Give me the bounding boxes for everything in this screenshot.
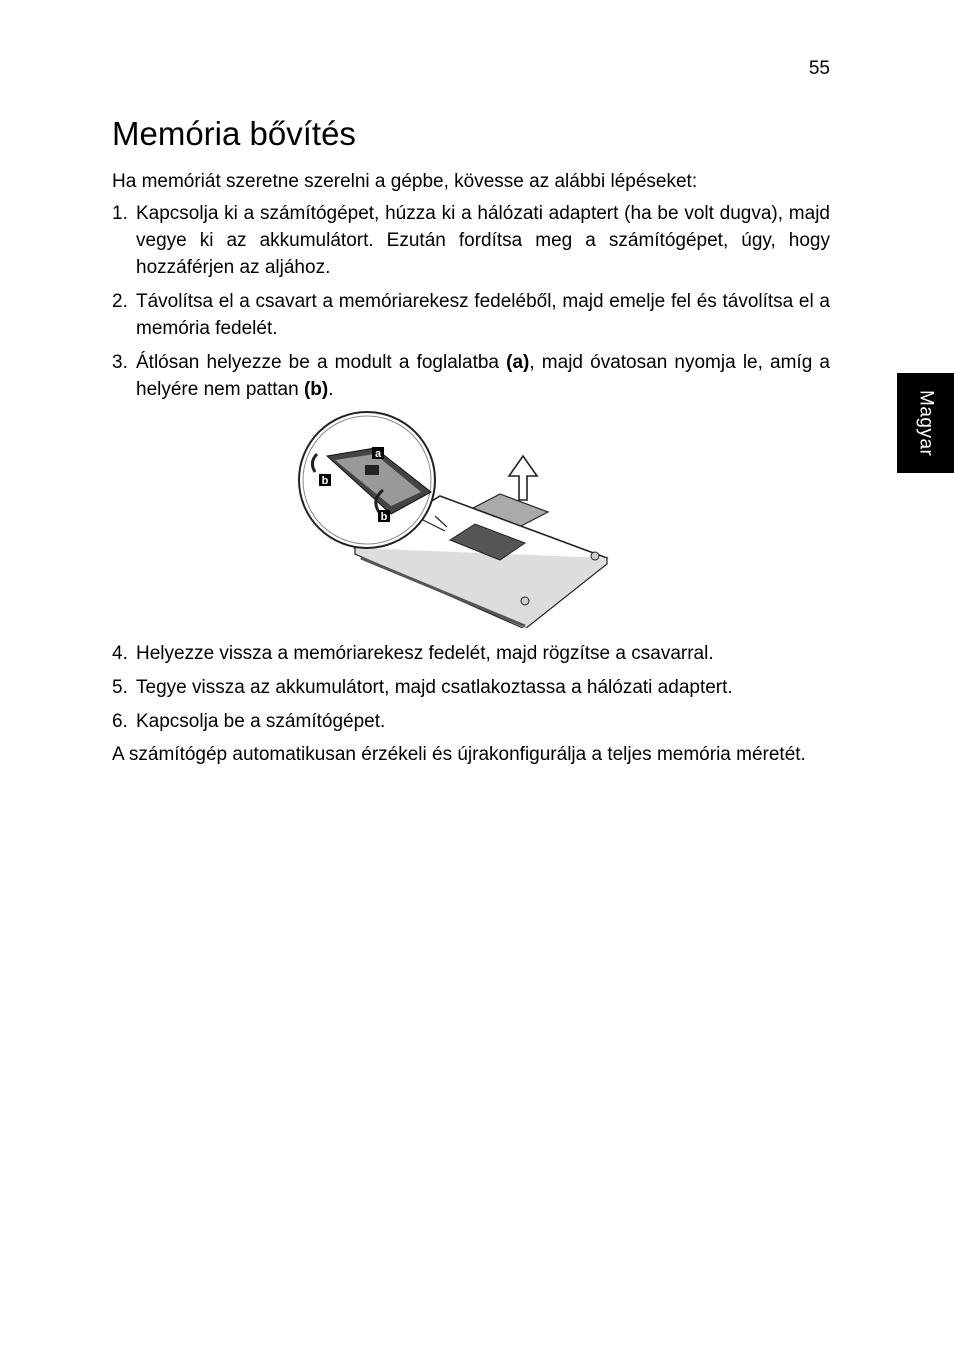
language-tab-label: Magyar [915, 389, 937, 457]
step-text-part: , majd óvatosan nyomja le, amíg a helyére nem pattan [136, 352, 830, 400]
figure-label-a: a [374, 448, 382, 460]
step-text: Távolítsa el a csavart a memóriarekesz fedeléből, majd emelje fel és távolítsa el a memória fedelét. [136, 291, 830, 339]
list-item [112, 674, 830, 701]
step-number: 2. [112, 291, 128, 312]
step-text: Kapcsolja ki a számítógépet, húzza ki a hálózati adaptert (ha be volt dugva), majd vegye ki az akkumulátort. Ezután fordítsa meg a számítógépet, úgy, hogy hozzáférjen az aljához. [136, 203, 830, 278]
step-number: 3. [112, 352, 128, 373]
step-number: 4. [112, 643, 128, 664]
language-tab [897, 373, 954, 473]
memory-install-illustration [295, 408, 615, 628]
list-item [112, 708, 830, 735]
page-title: Memória bővítés [112, 115, 356, 152]
arrow-up-icon [509, 456, 537, 500]
step-number: 5. [112, 677, 128, 698]
step-text: Tegye vissza az akkumulátort, majd csatlakoztassa a hálózati adaptert. [136, 677, 733, 698]
step-number: 1. [112, 203, 128, 224]
step-text [136, 349, 830, 403]
steps-list-first [112, 200, 830, 410]
step-text-part: Átlósan helyezze be a modult a foglalatba [136, 352, 507, 373]
list-item [112, 349, 830, 403]
list-item [112, 288, 830, 342]
steps-list-second [112, 640, 830, 742]
step-number: 6. [112, 711, 128, 732]
list-item [112, 200, 830, 281]
figure-label-b-right: b [380, 511, 388, 523]
page-number: 55 [808, 58, 830, 79]
figure-label-b-left: b [321, 475, 329, 487]
list-item [112, 640, 830, 667]
closing-text: A számítógép automatikusan érzékeli és újrakonfigurálja a teljes memória méretét. [112, 744, 806, 765]
intro-text: Ha memóriát szeretne szerelni a gépbe, kövesse az alábbi lépéseket: [112, 171, 698, 192]
step-text: Kapcsolja be a számítógépet. [136, 711, 386, 732]
step-text-part: . [328, 379, 334, 400]
step-label-a: (a) [506, 352, 530, 373]
step-label-b: (b) [303, 379, 329, 400]
step-text: Helyezze vissza a memóriarekesz fedelét, majd rögzítse a csavarral. [136, 643, 714, 664]
